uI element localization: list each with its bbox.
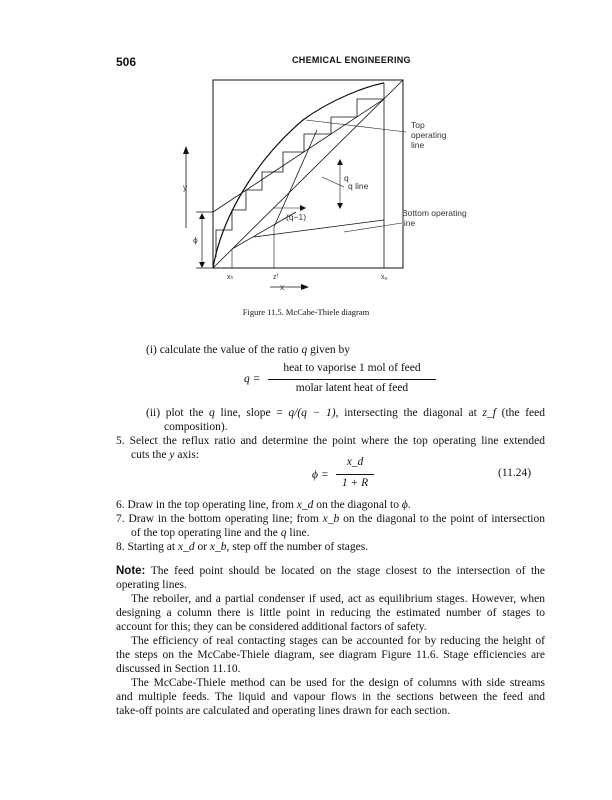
- step-ii: (ii) plot the q line, slope = q/(q − 1), intersecting the diagonal at z_f (the feed: [146, 407, 545, 419]
- zf-label: zᶠ: [273, 274, 279, 281]
- x-axis-label: x: [280, 282, 285, 292]
- svg-text:line: line: [402, 218, 416, 228]
- svg-text:line: line: [411, 140, 425, 150]
- figure-caption: Figure 11.5. McCabe-Thiele diagram: [242, 307, 370, 317]
- q-minus-1-label: (q−1): [286, 212, 307, 222]
- page-number: 506: [116, 55, 137, 69]
- step-5: 5. Select the reflux ratio and determine the point where the top operating line extended: [116, 435, 545, 447]
- paragraph-efficiency: The efficiency of real contacting stages can be accounted for by reducing the height of: [131, 635, 545, 647]
- top-operating-leader: [306, 120, 406, 132]
- phi-equation-denominator: 1 + R: [341, 477, 369, 489]
- bottom-operating-label: Bottom operating: [402, 208, 467, 218]
- step-i: (i) calculate the value of the ratio q given by: [146, 344, 351, 356]
- equilibrium-curve: [213, 83, 384, 268]
- q-equation-numerator: heat to vaporise 1 mol of feed: [283, 362, 421, 374]
- diagonal-line: [213, 80, 403, 268]
- running-head: CHEMICAL ENGINEERING: [292, 55, 411, 65]
- top-operating-line: [213, 99, 384, 212]
- q-line-label: q line: [348, 181, 369, 191]
- svg-text:operating: operating: [411, 130, 447, 140]
- q-label: q: [344, 173, 349, 183]
- top-operating-label: Top: [411, 120, 425, 130]
- q-line-leader: [322, 177, 344, 187]
- y-axis-label: y: [183, 182, 188, 192]
- phi-equation-lhs: ϕ =: [312, 469, 329, 481]
- paragraph-side-streams: The McCabe-Thiele method can be used for the design of columns with side streams: [131, 677, 545, 689]
- paragraph-reboiler: The reboiler, and a partial condenser if used, act as equilibrium stages. However, when: [131, 593, 545, 605]
- xd-label: xₐ: [381, 274, 388, 281]
- xb-label: xₕ: [227, 274, 234, 281]
- mccabe-thiele-diagram: [0, 0, 612, 300]
- step-6: 6. Draw in the top operating line, from x_d on the diagonal to ϕ.: [116, 499, 411, 511]
- phi-equation-numerator: x_d: [346, 456, 364, 468]
- note-paragraph: Note: The feed point should be located on the stage closest to the intersection of the: [116, 565, 545, 577]
- step-8: 8. Starting at x_d or x_b, step off the number of stages.: [116, 541, 369, 553]
- step-7: 7. Draw in the bottom operating line; from x_b on the diagonal to the point of intersection: [116, 513, 545, 525]
- phi-label: ϕ: [193, 235, 198, 245]
- q-equation-lhs: q =: [244, 373, 261, 385]
- bottom-operating-line-upper: [254, 220, 384, 237]
- q-equation-denominator: molar latent heat of feed: [295, 382, 409, 394]
- equation-number: (11.24): [498, 467, 532, 479]
